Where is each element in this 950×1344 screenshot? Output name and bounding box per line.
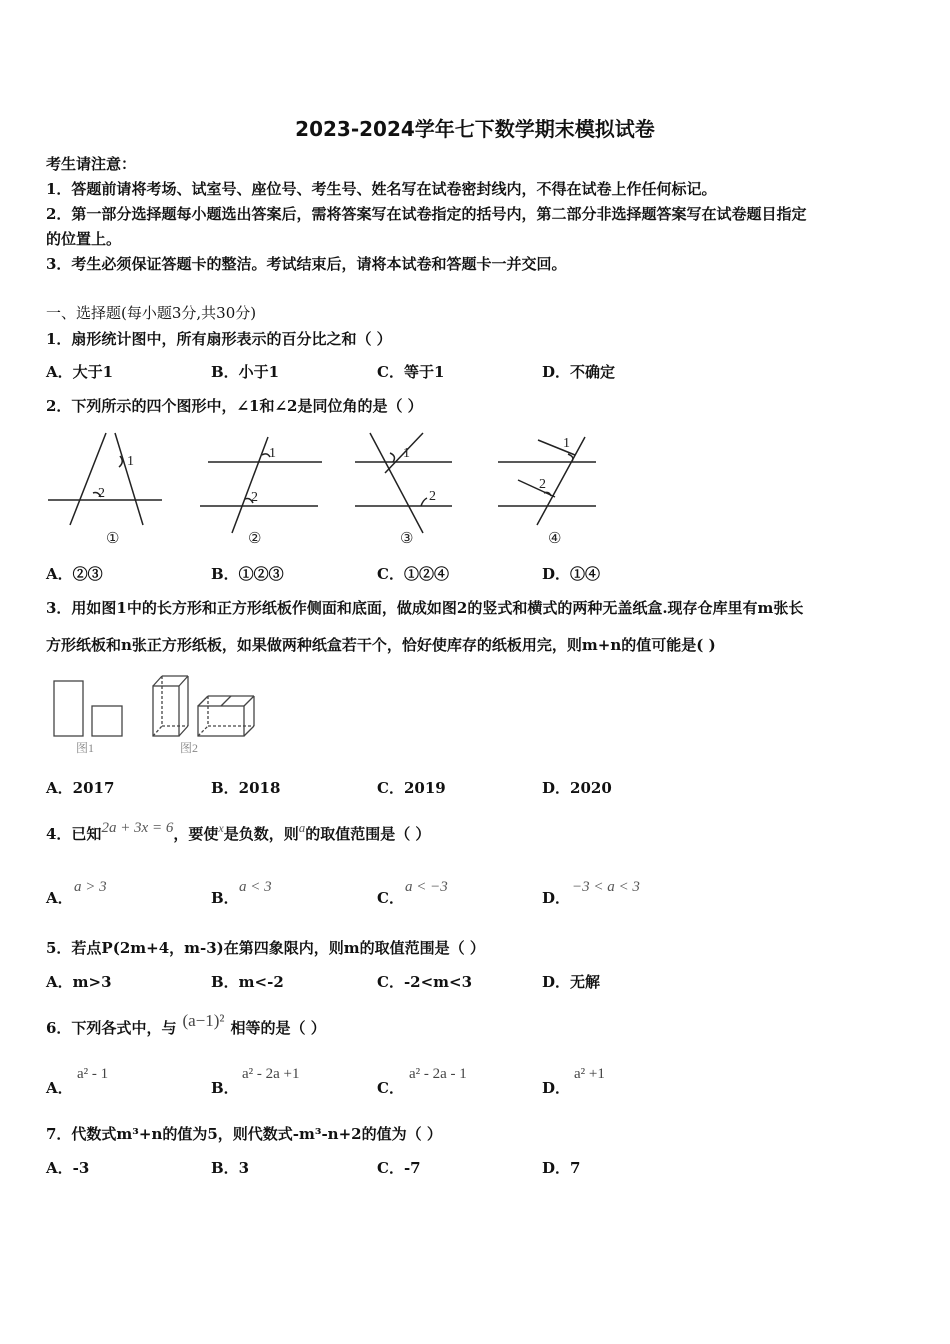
option-c: C．等于1 xyxy=(377,363,445,381)
question-stem: 7．代数式m³+n的值为5，则代数式-m³-n+2的值为（ ） xyxy=(46,1125,442,1143)
question-stem: 1．扇形统计图中，所有扇形表示的百分比之和（ ） xyxy=(46,330,392,348)
section-heading: 一、选择题(每小题3分,共30分) xyxy=(46,304,257,322)
stem-text: 相等的是（ ） xyxy=(230,1019,326,1037)
option-b: B．小于1 xyxy=(211,363,280,381)
option-d: D．2020 xyxy=(542,779,612,797)
option-a: A．m>3 xyxy=(46,973,112,991)
angle-label: 2 xyxy=(251,490,258,505)
figure-label: 图2 xyxy=(180,741,199,755)
option-d: D．①④ xyxy=(542,565,601,583)
option-a-value: a² - 1 xyxy=(77,1066,109,1082)
notice-heading: 考生请注意： xyxy=(46,155,137,173)
question-stem: 3．用如图1中的长方形和正方形纸板作侧面和底面，做成如图2的竖式和横式的两种无盖纸盒.现存仓库里有m张长 xyxy=(46,599,804,617)
question-stem: 2．下列所示的四个图形中，∠1和∠2是同位角的是（ ） xyxy=(46,397,423,415)
option-a: A．-3 xyxy=(46,1159,90,1177)
question-stem xyxy=(46,820,431,844)
notice-item: 3．考生必须保证答题卡的整洁。考试结束后，请将本试卷和答题卡一并交回。 xyxy=(46,255,567,273)
figure-label: 图1 xyxy=(76,741,95,755)
angle-label: 1 xyxy=(563,436,570,451)
option-a-letter: A． xyxy=(46,1079,73,1097)
option-d: D．无解 xyxy=(542,973,601,991)
angle-label: 1 xyxy=(127,454,134,469)
option-a-value: a > 3 xyxy=(74,879,107,895)
option-b-letter: B． xyxy=(211,1079,239,1097)
variable: x xyxy=(218,821,224,835)
option-c: C．-7 xyxy=(377,1159,421,1177)
stem-text: 6．下列各式中，与 xyxy=(46,1019,177,1037)
option-a-letter: A． xyxy=(46,889,73,907)
option-c: C．2019 xyxy=(377,779,446,797)
stem-text: 4．已知 xyxy=(46,825,102,843)
angle-label: 2 xyxy=(98,486,105,501)
question-stem: 5．若点P(2m+4，m-3)在第四象限内，则m的取值范围是（ ） xyxy=(46,939,485,957)
figure-label: ④ xyxy=(548,531,562,547)
expression: (a−1)² xyxy=(182,1011,225,1030)
angle-label: 1 xyxy=(269,446,276,461)
option-d-letter: D． xyxy=(542,1079,571,1097)
notice-item: 1．答题前请将考场、试室号、座位号、考生号、姓名写在试卷密封线内，不得在试卷上作任何标记。 xyxy=(46,180,717,198)
figure-label: ③ xyxy=(400,531,414,547)
option-a: A．2017 xyxy=(46,779,115,797)
angle-figures xyxy=(40,425,620,550)
angle-label: 1 xyxy=(403,446,410,461)
stem-text: ，要使 xyxy=(173,825,219,843)
figure-label: ② xyxy=(248,531,262,547)
option-b: B．3 xyxy=(211,1159,250,1177)
option-a: A．②③ xyxy=(46,565,103,583)
option-b: B．m<-2 xyxy=(211,973,284,991)
page-title: 2023-2024学年七下数学期末模拟试卷 xyxy=(295,117,655,141)
option-b-value: a² - 2a +1 xyxy=(242,1066,300,1082)
figure-label: ① xyxy=(106,531,120,547)
option-d-letter: D． xyxy=(542,889,571,907)
option-b-letter: B． xyxy=(211,889,239,907)
option-b: B．2018 xyxy=(211,779,281,797)
option-a: A．大于1 xyxy=(46,363,114,381)
option-c-letter: C． xyxy=(377,889,404,907)
option-c-letter: C． xyxy=(377,1079,404,1097)
angle-label: 2 xyxy=(539,477,546,492)
angle-label: 2 xyxy=(429,489,436,504)
option-c-value: a² - 2a - 1 xyxy=(409,1066,467,1082)
option-b: B．①②③ xyxy=(211,565,284,583)
notice-item: 2．第一部分选择题每小题选出答案后，需将答案写在试卷指定的括号内，第二部分非选择题答案写在试卷题目指定 xyxy=(46,205,807,223)
option-c-value: a < −3 xyxy=(405,879,448,895)
notice-item: 的位置上。 xyxy=(46,230,122,248)
option-c: C．-2<m<3 xyxy=(377,973,473,991)
paper-box-figures xyxy=(48,670,263,760)
stem-text: 的取值范围是（ ） xyxy=(305,825,431,843)
option-c: C．①②④ xyxy=(377,565,449,583)
variable: a xyxy=(298,820,306,835)
question-stem: 方形纸板和n张正方形纸板，如果做两种纸盒若干个，恰好使库存的纸板用完，则m+n的值可能是( ) xyxy=(46,636,716,654)
option-d: D．7 xyxy=(542,1159,581,1177)
option-d-value: −3 < a < 3 xyxy=(572,879,640,895)
option-d-value: a² +1 xyxy=(574,1066,605,1082)
stem-text: 是负数，则 xyxy=(223,825,299,843)
option-d: D．不确定 xyxy=(542,363,616,381)
option-b-value: a < 3 xyxy=(239,879,272,895)
equation: 2a + 3x = 6 xyxy=(101,820,174,836)
question-stem xyxy=(46,1011,326,1038)
